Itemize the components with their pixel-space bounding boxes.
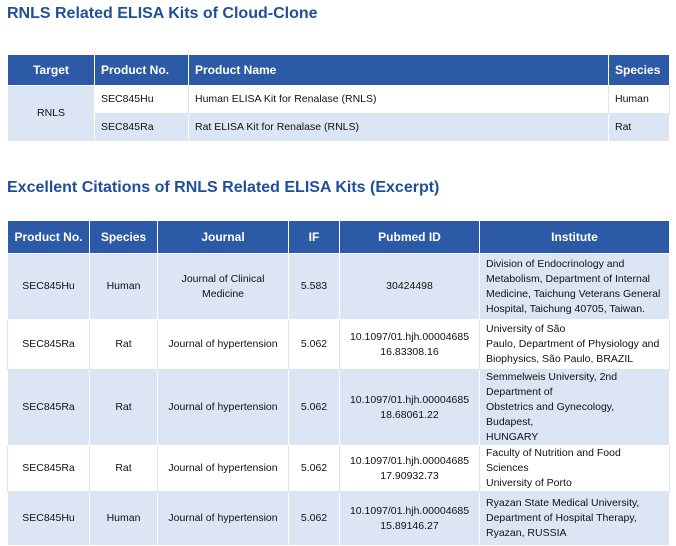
table-row [8, 370, 670, 446]
institute-cell [480, 492, 670, 546]
institute-cell [480, 370, 670, 446]
product-name-cell: Human ELISA Kit for Renalase (RNLS) [189, 86, 609, 114]
institute-cell [480, 254, 670, 320]
species-cell: Rat [90, 446, 158, 492]
species-cell: Human [90, 492, 158, 546]
if-cell: 5.062 [289, 492, 340, 546]
product-no-cell: SEC845Ra [95, 114, 189, 142]
pubmed-cell [340, 446, 480, 492]
journal-line: Journal of Clinical [181, 272, 265, 285]
journal-line: Medicine [201, 287, 245, 300]
if-cell: 5.062 [289, 320, 340, 370]
species-cell: Human [90, 254, 158, 320]
pubmed-line: 10.1097/01.hjh.00004685 [349, 330, 470, 343]
institute-line: Paulo, Department of Physiology and [486, 338, 660, 350]
header-product-name: Product Name [189, 55, 609, 86]
header-target: Target [8, 55, 95, 86]
table-row [8, 320, 670, 370]
pubmed-line: 17.90932.73 [380, 469, 439, 482]
institute-line: Medicine, Taichung Veterans General [486, 287, 661, 300]
if-cell: 5.062 [289, 446, 340, 492]
table-row [8, 114, 670, 142]
table-row [8, 86, 670, 114]
product-no-cell: SEC845Ra [8, 446, 90, 492]
species-cell: Rat [609, 114, 670, 142]
target-cell: RNLS [8, 86, 95, 142]
institute-line: Department of Hospital Therapy, [486, 512, 637, 524]
journal-line: Journal of hypertension [168, 401, 278, 413]
pubmed-line: 30424498 [386, 280, 433, 292]
product-no-cell: SEC845Hu [8, 492, 90, 546]
header-pubmed-id: Pubmed ID [340, 221, 480, 254]
pubmed-line: 15.89146.27 [380, 519, 439, 532]
pubmed-cell [340, 320, 480, 370]
section1-title: RNLS Related ELISA Kits of Cloud-Clone [7, 5, 318, 22]
header-species: Species [609, 55, 670, 86]
product-no-cell: SEC845Hu [8, 254, 90, 320]
if-cell: 5.062 [289, 370, 340, 446]
header-if: IF [289, 221, 340, 254]
header-product-no: Product No. [95, 55, 189, 86]
citations-table [7, 220, 670, 546]
journal-cell [158, 492, 289, 546]
citations-header-row [8, 221, 670, 254]
institute-line: Faculty of Nutrition and Food Sciences [486, 447, 621, 474]
institute-line: Ryazan State Medical University, [486, 497, 640, 509]
pubmed-line: 10.1097/01.hjh.00004685 [349, 504, 470, 517]
pubmed-line: 18.68061.22 [380, 408, 439, 421]
journal-cell [158, 320, 289, 370]
institute-line: Ryazan, RUSSIA [486, 527, 567, 539]
product-no-cell: SEC845Ra [8, 370, 90, 446]
institute-line: University of Porto [486, 477, 572, 489]
pubmed-line: 10.1097/01.hjh.00004685 [349, 393, 470, 406]
pubmed-cell [340, 370, 480, 446]
pubmed-line: 10.1097/01.hjh.00004685 [349, 454, 470, 467]
institute-line: Metabolism, Department of Internal [486, 272, 650, 285]
journal-line: Journal of hypertension [168, 512, 278, 524]
table-row [8, 446, 670, 492]
journal-line: Journal of hypertension [168, 462, 278, 474]
journal-line: Journal of hypertension [168, 338, 278, 350]
pubmed-cell [340, 492, 480, 546]
header-journal: Journal [158, 221, 289, 254]
product-no-cell: SEC845Hu [95, 86, 189, 114]
institute-line: Hospital, Taichung 40705, Taiwan. [486, 302, 645, 315]
journal-cell [158, 446, 289, 492]
header-institute: Institute [480, 221, 670, 254]
products-table [7, 54, 670, 142]
table-row [8, 492, 670, 546]
table-row [8, 254, 670, 320]
institute-line: Department of [486, 386, 553, 398]
institute-cell [480, 320, 670, 370]
journal-cell [158, 254, 289, 320]
header-product-no: Product No. [8, 221, 90, 254]
institute-line: HUNGARY [486, 431, 539, 443]
section2-title: Excellent Citations of RNLS Related ELISA Kits (Excerpt) [7, 179, 440, 196]
product-name-cell: Rat ELISA Kit for Renalase (RNLS) [189, 114, 609, 142]
product-no-cell: SEC845Ra [8, 320, 90, 370]
journal-cell [158, 370, 289, 446]
institute-line: University of São [486, 323, 566, 335]
pubmed-line: 16.83308.16 [380, 345, 439, 358]
header-species: Species [90, 221, 158, 254]
species-cell: Rat [90, 370, 158, 446]
pubmed-cell [340, 254, 480, 320]
institute-line: Obstetrics and Gynecology, Budapest, [486, 401, 615, 428]
species-cell: Rat [90, 320, 158, 370]
institute-cell [480, 446, 670, 492]
products-header-row [8, 55, 670, 86]
institute-line: Division of Endocrinology and [486, 257, 625, 270]
institute-line: Biophysics, São Paulo, BRAZIL [486, 353, 634, 365]
if-cell: 5.583 [289, 254, 340, 320]
institute-line: Semmelweis University, 2nd [486, 371, 618, 383]
species-cell: Human [609, 86, 670, 114]
